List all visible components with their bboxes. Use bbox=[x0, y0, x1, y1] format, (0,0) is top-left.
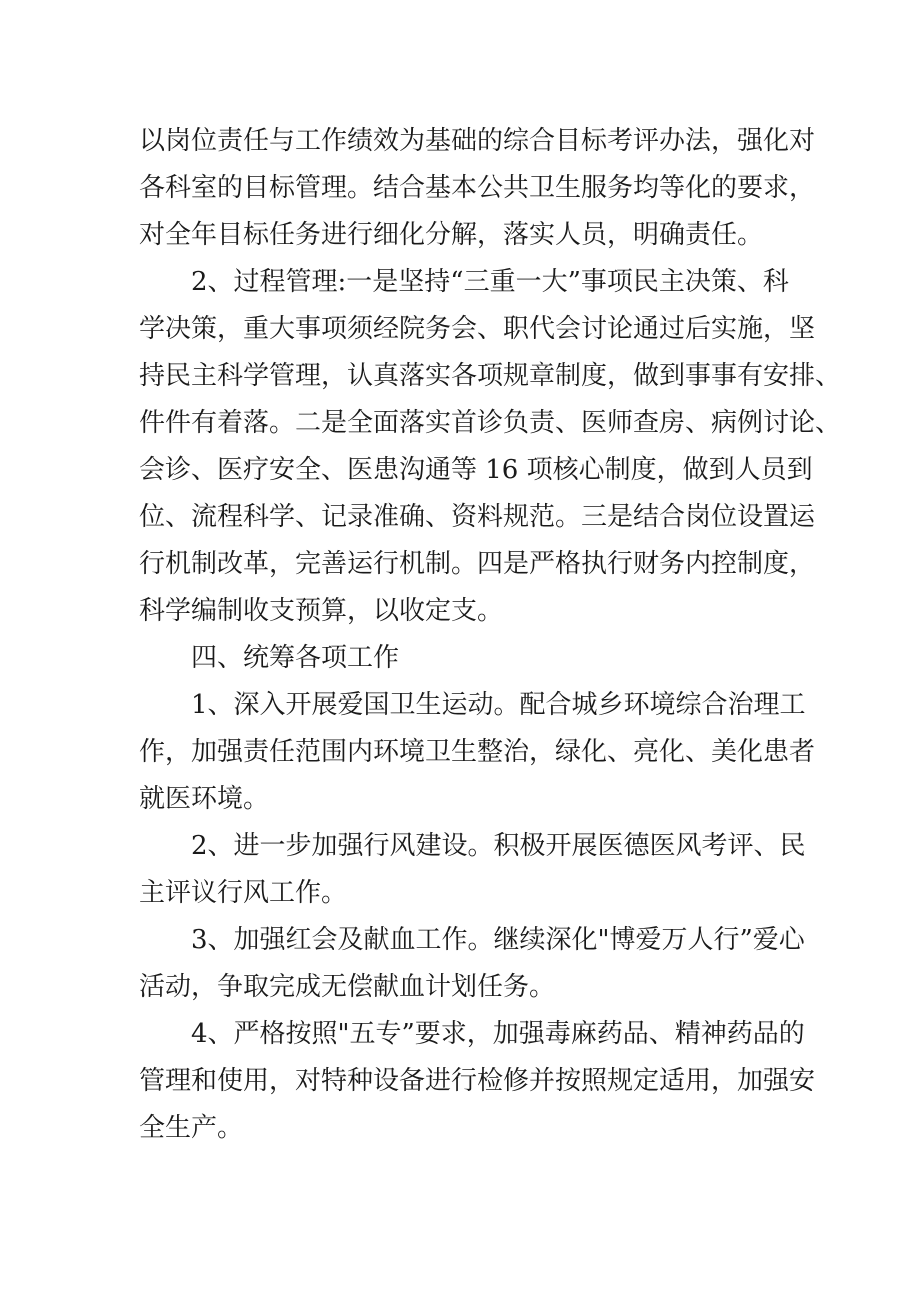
text-line: 1、深入开展爱国卫生运动。配合城乡环境综合治理工 bbox=[191, 690, 806, 720]
paragraph-patriotic-health bbox=[139, 682, 816, 823]
text-line: 持民主科学管理，认真落实各项规章制度，做到事事有安排、 bbox=[139, 361, 842, 391]
text-line: 各科室的目标管理。结合基本公共卫生服务均等化的要求， bbox=[139, 173, 816, 203]
text-line: 主评议行风工作。 bbox=[139, 878, 348, 908]
text-line: 4、严格按照"五专”要求，加强毒麻药品、精神药品的 bbox=[191, 1019, 805, 1049]
text-line: 2、过程管理:一是坚持“三重一大”事项民主决策、科 bbox=[191, 267, 789, 297]
section-heading-coordination bbox=[139, 635, 789, 682]
text-line: 管理和使用，对特种设备进行检修并按照规定适用，加强安 bbox=[139, 1066, 816, 1096]
text-line: 件件有着落。二是全面落实首诊负责、医师查房、病例讨论、 bbox=[139, 408, 842, 438]
text-line: 位、流程科学、记录准确、资料规范。三是结合岗位设置运 bbox=[139, 502, 816, 532]
section-heading: 四、统筹各项工作 bbox=[191, 643, 400, 673]
text-line: 会诊、医疗安全、医患沟通等 16 项核心制度，做到人员到 bbox=[139, 455, 813, 485]
text-line: 以岗位责任与工作绩效为基础的综合目标考评办法，强化对 bbox=[139, 126, 816, 156]
text-line: 行机制改革，完善运行机制。四是严格执行财务内控制度， bbox=[139, 549, 816, 579]
paragraph-target-management bbox=[139, 118, 816, 259]
document-body bbox=[139, 118, 842, 1152]
text-line: 学决策，重大事项须经院务会、职代会讨论通过后实施，坚 bbox=[139, 314, 816, 344]
text-line: 2、进一步加强行风建设。积极开展医德医风考评、民 bbox=[191, 831, 806, 861]
paragraph-conduct-building bbox=[139, 823, 806, 917]
text-line: 活动，争取完成无偿献血计划任务。 bbox=[139, 972, 556, 1002]
paragraph-process-management bbox=[139, 259, 842, 635]
paragraph-drug-safety bbox=[139, 1011, 816, 1152]
text-line: 科学编制收支预算，以收定支。 bbox=[139, 596, 504, 626]
text-line: 作，加强责任范围内环境卫生整治，绿化、亮化、美化患者 bbox=[139, 737, 816, 767]
paragraph-blood-donation bbox=[139, 917, 805, 1011]
text-line: 全生产。 bbox=[139, 1113, 244, 1143]
text-line: 对全年目标任务进行细化分解，落实人员，明确责任。 bbox=[139, 220, 764, 250]
text-line: 3、加强红会及献血工作。继续深化"博爱万人行”爱心 bbox=[191, 925, 805, 955]
text-line: 就医环境。 bbox=[139, 784, 270, 814]
